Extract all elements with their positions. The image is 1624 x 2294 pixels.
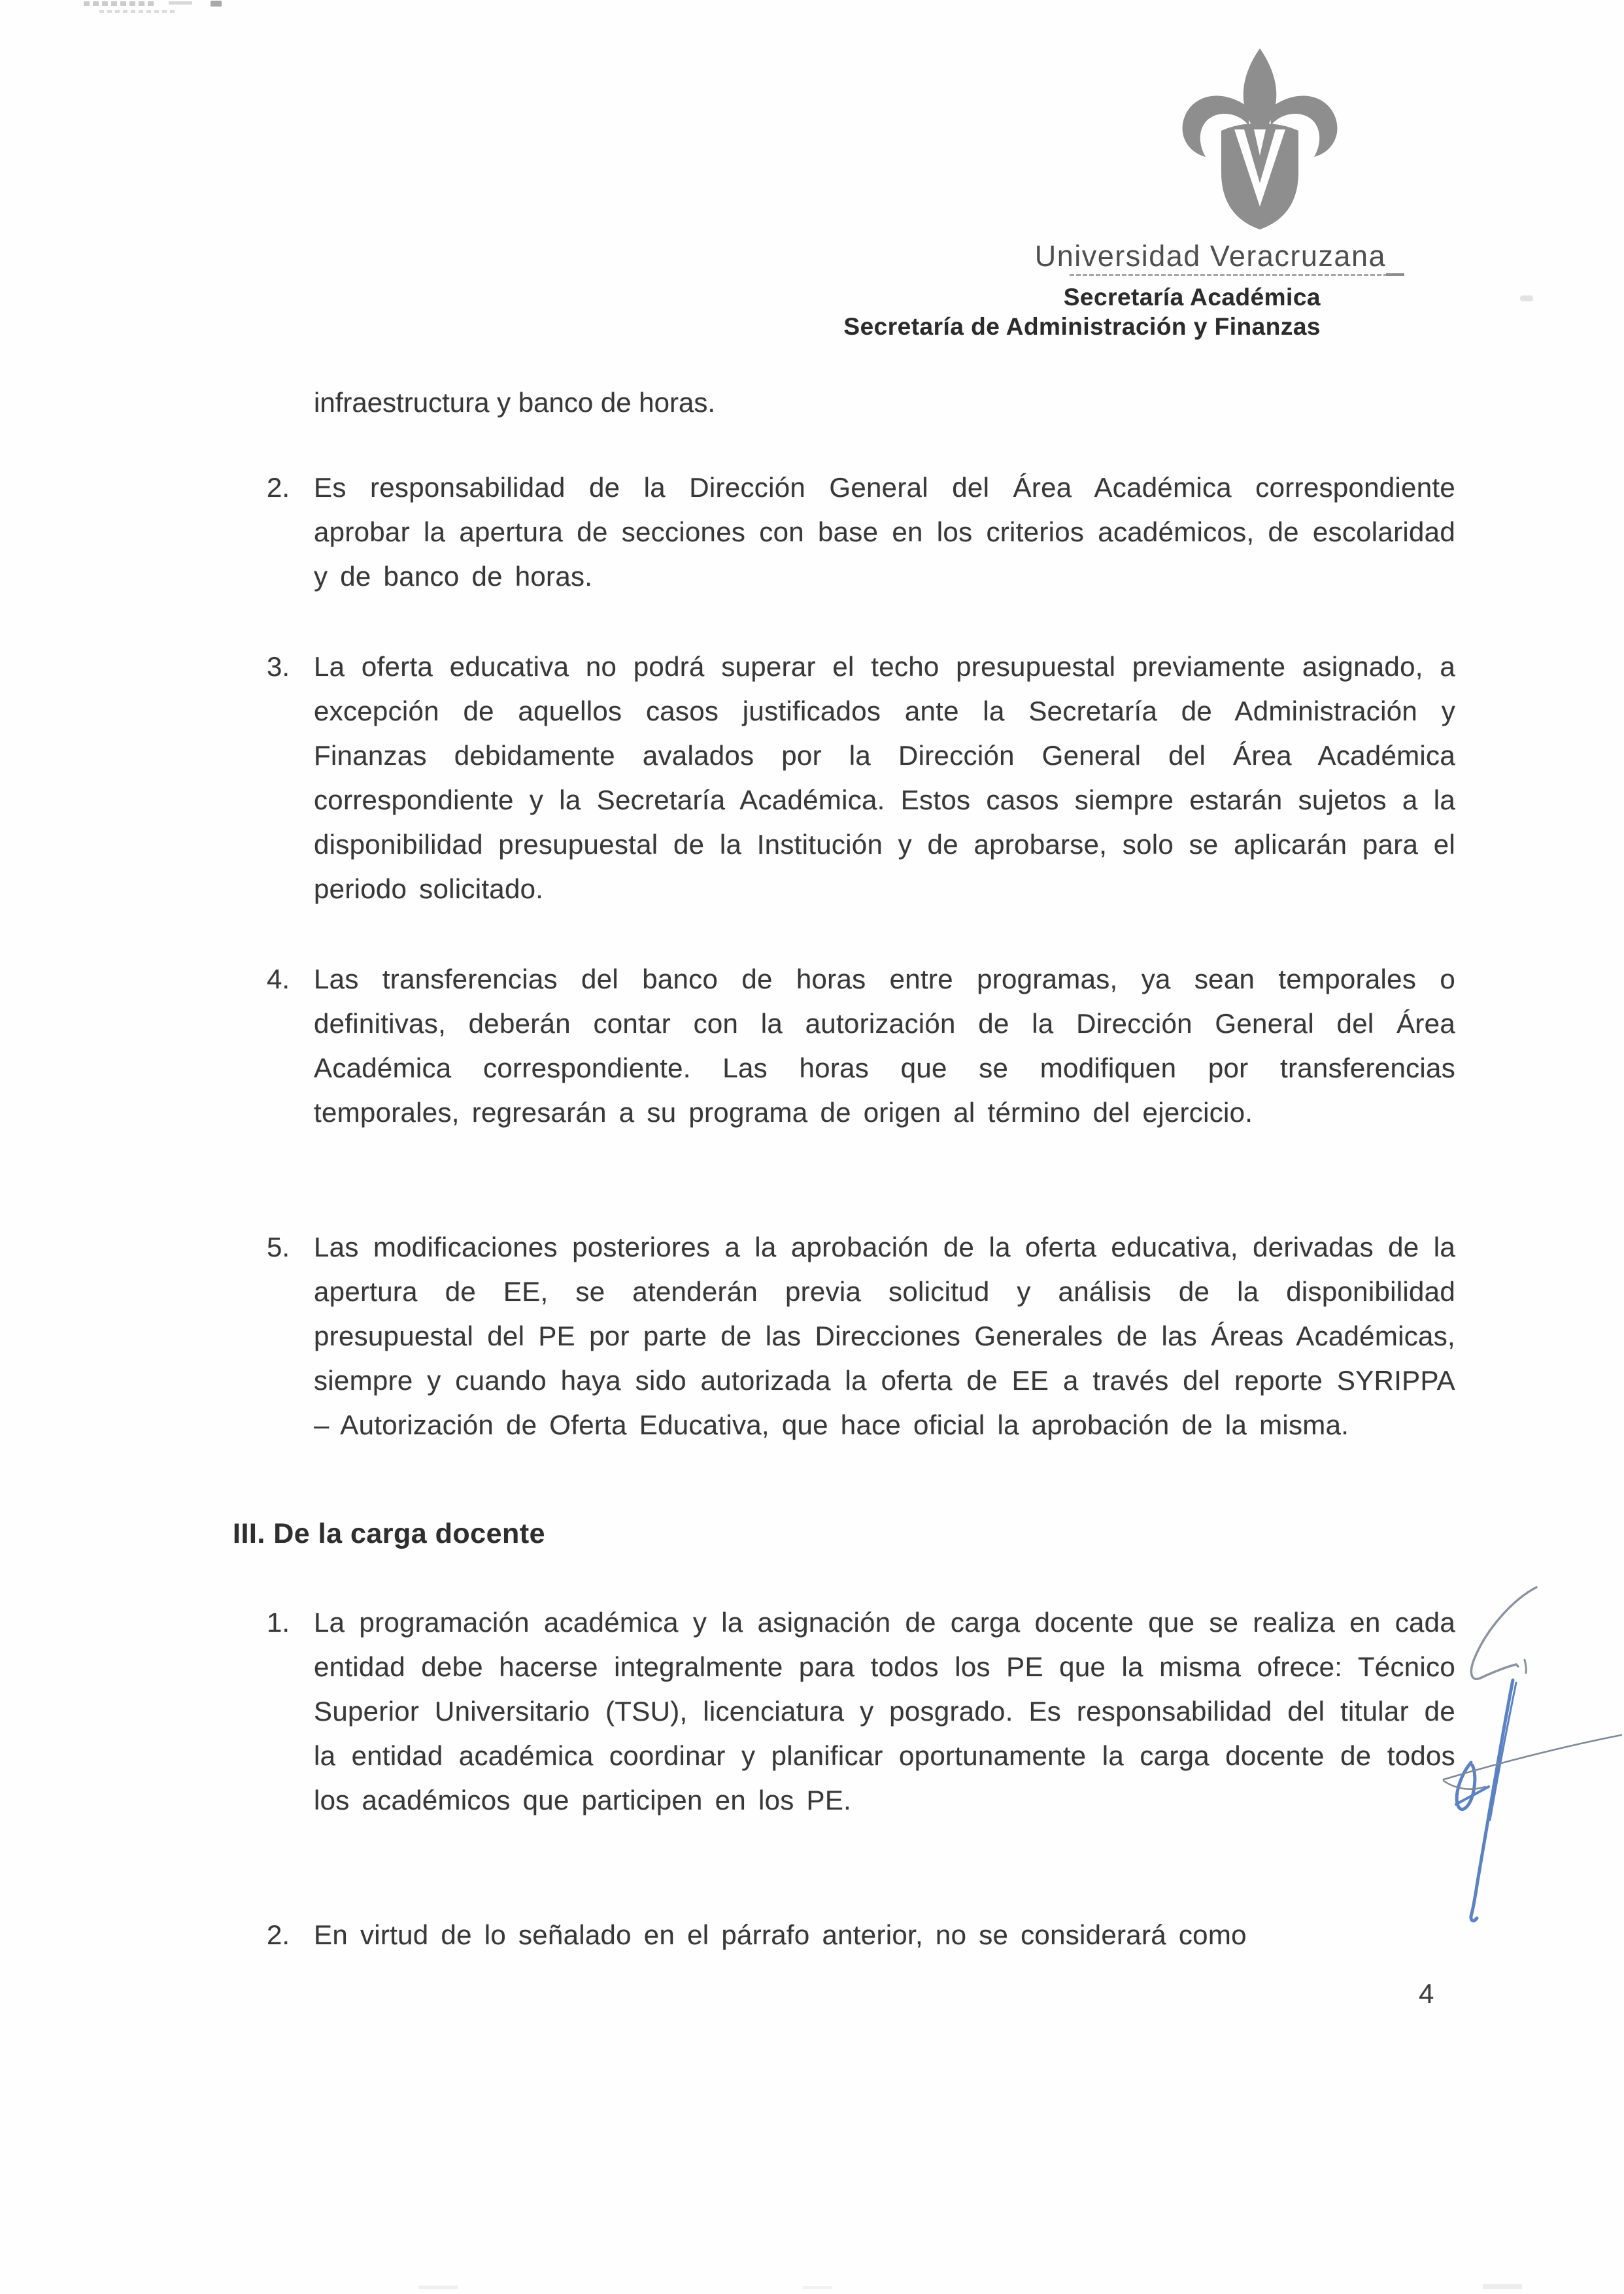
scan-artifact — [99, 10, 177, 13]
list-item — [267, 465, 1455, 645]
scan-artifact — [211, 1, 222, 7]
scan-artifact — [803, 2286, 832, 2289]
list-item-number: 2. — [267, 472, 290, 503]
list-item-number: 2. — [267, 1919, 290, 1950]
list-item — [267, 957, 1455, 1225]
dept-line-academica: Secretaría Académica — [1063, 284, 1321, 311]
continuation-line: infraestructura y banco de horas. — [314, 387, 716, 418]
list-item-text: Es responsabilidad de la Dirección General del Área Académica correspondiente aprobar la apertura de secciones con base en los criterios académicos, de escolaridad y de banco de horas. — [314, 472, 1455, 592]
list-item — [267, 1600, 1455, 1913]
scan-artifact — [1483, 2284, 1522, 2289]
uv-fleur-de-lis-logo-icon — [1159, 44, 1361, 241]
scan-artifact — [418, 2286, 458, 2289]
list-item-text: La programación académica y la asignación de carga docente que se realiza en cada entidad debe hacerse integralmente para todos los PE que la misma ofrece: Técnico Superior Universitario (TSU), licenciatura y posgrado. Es responsabilidad del titular de la entidad académica coordinar y planificar oportunamente la carga docente de todos los académicos que participen en los PE. — [314, 1607, 1455, 1815]
list-item-text: La oferta educativa no podrá superar el techo presupuestal previamente asignado, a excepción de aquellos casos justificados ante la Secretaría de Administración y Finanzas debidamente avalados por la Dirección General del Área Académica correspondiente y la Secretaría Académica. Estos casos siempre estarán sujetos a la disponibilidad presupuestal de la Institución y de aprobarse, solo se aplicarán para el periodo solicitado. — [314, 651, 1455, 904]
list-item — [267, 1225, 1455, 1492]
scan-artifact — [169, 1, 192, 5]
list-item — [267, 1913, 1455, 1957]
university-name: Universidad Veracruzana — [1034, 239, 1386, 273]
letterhead-underline — [1070, 274, 1404, 276]
list-item-number: 3. — [267, 651, 290, 682]
list-item-text: En virtud de lo señalado en el párrafo anterior, no se considerará como — [314, 1919, 1247, 1950]
list-item-text: Las transferencias del banco de horas entre programas, ya sean temporales o definitivas, deberán contar con la autorización de la Dirección General del Área Académica correspondiente. Las horas que se modifiquen por transferencias temporales, regresarán a su programa de origen al término del ejercicio. — [314, 964, 1455, 1128]
dept-line-admin-finanzas: Secretaría de Administración y Finanzas — [843, 313, 1321, 340]
list-item-number: 4. — [267, 964, 290, 994]
list-item-number: 1. — [267, 1607, 290, 1638]
signature-scribble — [1425, 1569, 1624, 1935]
list-item-text: Las modificaciones posteriores a la aprobación de la oferta educativa, derivadas de la apertura de EE, se atenderán previa solicitud y análisis de la disponibilidad presupuestal del PE por parte de las Direcciones Generales de las Áreas Académicas, siempre y cuando haya sido autorizada la oferta de EE a través del reporte SYRIPPA – Autorización de Oferta Educativa, que hace oficial la aprobación de la misma. — [314, 1232, 1455, 1440]
page-number: 4 — [1419, 1978, 1434, 2009]
numbered-list-a — [267, 465, 1455, 1492]
numbered-list-b — [267, 1600, 1455, 1957]
scan-artifact — [84, 1, 156, 6]
list-item — [267, 645, 1455, 957]
section-heading: III. De la carga docente — [233, 1518, 546, 1549]
list-item-number: 5. — [267, 1232, 290, 1262]
scan-artifact — [1520, 295, 1533, 301]
